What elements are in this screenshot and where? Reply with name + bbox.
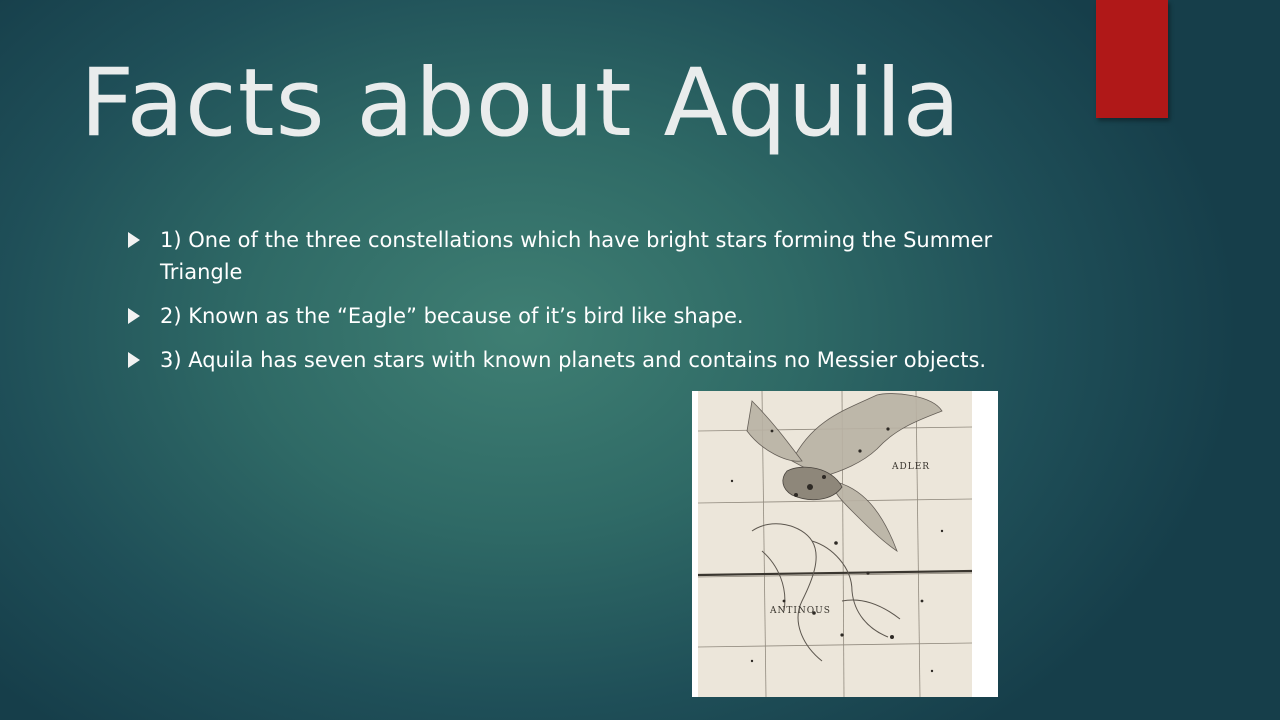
bullet-text: 2) Known as the “Eagle” because of it’s bird like shape.	[160, 304, 744, 328]
constellation-illustration	[692, 391, 998, 697]
chart-label-antinous: ANTINOUS	[770, 606, 831, 616]
triangle-bullet-icon	[128, 232, 140, 248]
slide-title: Facts about Aquila	[80, 49, 962, 158]
bullet-text: 1) One of the three constellations which have bright stars forming the Summer Triangle	[160, 228, 993, 284]
triangle-bullet-icon	[128, 352, 140, 368]
bullet-item	[128, 224, 1028, 288]
aquila-star-chart	[692, 391, 998, 697]
bullet-item	[128, 300, 1028, 332]
bullet-item	[128, 344, 1028, 376]
bullet-text: 3) Aquila has seven stars with known planets and contains no Messier objects.	[160, 348, 987, 372]
triangle-bullet-icon	[128, 308, 140, 324]
bullet-list	[128, 224, 1028, 388]
accent-bar	[1096, 0, 1168, 118]
chart-label-adler: ADLER	[892, 462, 931, 472]
